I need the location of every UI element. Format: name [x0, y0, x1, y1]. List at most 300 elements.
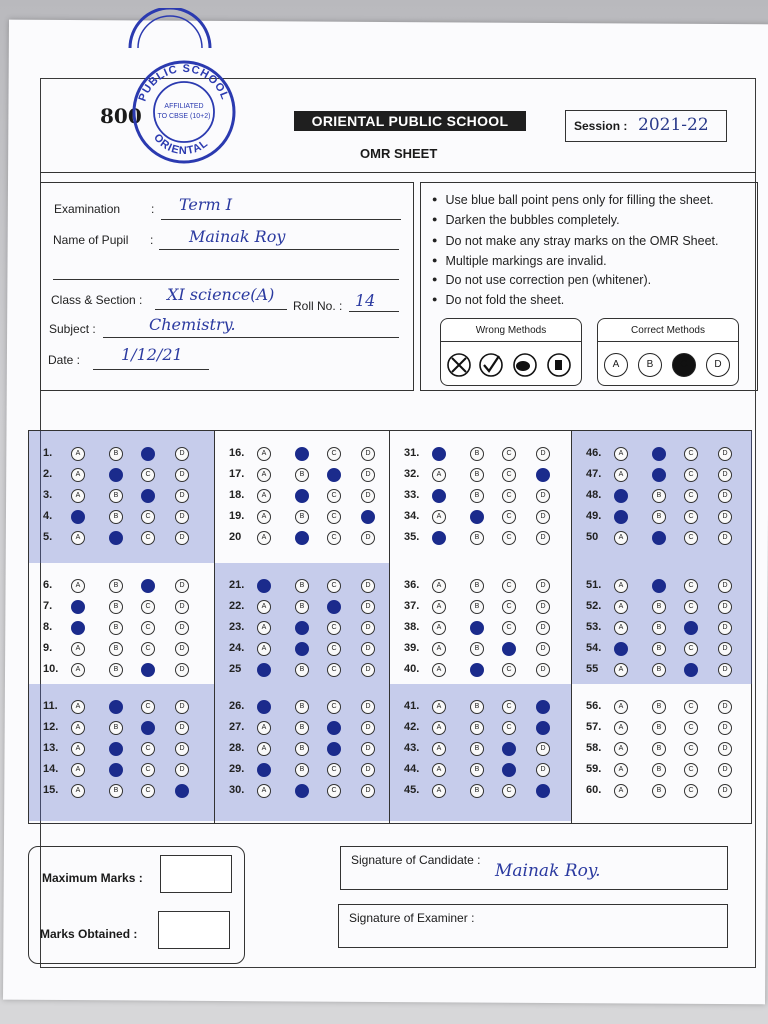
answer-bubble-c[interactable]: C — [684, 763, 698, 777]
pupil-name-label: Name of Pupil — [53, 233, 129, 247]
answer-bubble-c[interactable]: C — [684, 468, 698, 482]
answer-bubble-c[interactable]: C — [502, 600, 516, 614]
answer-bubble-d[interactable]: D — [718, 742, 732, 756]
answer-bubble-d[interactable]: D — [361, 763, 375, 777]
answer-bubble-c[interactable]: C — [327, 663, 341, 677]
answer-bubble-b[interactable]: B — [470, 600, 484, 614]
answer-bubble-b[interactable] — [295, 621, 309, 635]
answer-bubble-c[interactable] — [502, 763, 516, 777]
correct-methods-panel — [597, 318, 739, 386]
question-row — [404, 508, 566, 526]
answer-bubble-d[interactable]: D — [361, 721, 375, 735]
answer-bubble-c[interactable]: C — [327, 784, 341, 798]
question-row — [404, 466, 566, 484]
answer-bubble-a[interactable]: A — [71, 763, 85, 777]
answer-bubble-a[interactable]: A — [71, 531, 85, 545]
answer-bubble-a[interactable]: A — [432, 579, 446, 593]
answer-bubble-c[interactable]: C — [141, 468, 155, 482]
answer-bubble-c[interactable]: C — [502, 700, 516, 714]
answer-bubble-b[interactable]: B — [295, 763, 309, 777]
answer-bubble-b[interactable]: B — [652, 642, 666, 656]
answer-bubble-b[interactable] — [295, 447, 309, 461]
answer-bubble-d[interactable]: D — [718, 784, 732, 798]
answer-bubble-c[interactable]: C — [141, 763, 155, 777]
question-number: 36. — [404, 579, 420, 591]
answer-bubble-c[interactable]: C — [502, 468, 516, 482]
answer-bubble-c[interactable]: C — [684, 721, 698, 735]
question-row — [229, 698, 384, 716]
class-section-value[interactable]: XI science(A) — [167, 285, 275, 304]
question-number: 21. — [229, 579, 245, 591]
answer-bubble-d[interactable]: D — [536, 510, 550, 524]
answer-bubble-a[interactable]: A — [614, 468, 628, 482]
answer-bubble-b[interactable] — [470, 510, 484, 524]
answer-bubble-d[interactable]: D — [536, 621, 550, 635]
answer-bubble-d[interactable]: D — [175, 721, 189, 735]
answer-bubble-a[interactable] — [614, 642, 628, 656]
answer-bubble-b[interactable]: B — [109, 579, 123, 593]
answer-bubble-b[interactable]: B — [109, 489, 123, 503]
answer-bubble-c[interactable] — [327, 600, 341, 614]
answer-bubble-b[interactable]: B — [109, 721, 123, 735]
question-number: 3. — [43, 489, 53, 501]
answer-bubble-c[interactable] — [684, 621, 698, 635]
answer-bubble-c[interactable]: C — [141, 621, 155, 635]
answer-bubble-d[interactable]: D — [536, 742, 550, 756]
answer-bubble-d[interactable]: D — [718, 531, 732, 545]
answer-bubble-b[interactable] — [470, 621, 484, 635]
answer-bubble-d[interactable] — [536, 468, 550, 482]
answer-bubble-b[interactable] — [652, 468, 666, 482]
answer-bubble-a[interactable] — [614, 510, 628, 524]
answer-bubble-d[interactable]: D — [175, 447, 189, 461]
question-row — [586, 577, 746, 595]
answer-bubble-b[interactable]: B — [652, 700, 666, 714]
answer-bubble-a[interactable]: A — [257, 600, 271, 614]
answer-bubble-b[interactable]: B — [295, 700, 309, 714]
answer-bubble-b[interactable]: B — [295, 742, 309, 756]
answer-bubble-a[interactable]: A — [614, 700, 628, 714]
answer-bubble-a[interactable]: A — [71, 721, 85, 735]
answer-bubble-d[interactable]: D — [175, 600, 189, 614]
answer-bubble-c[interactable]: C — [141, 600, 155, 614]
question-row — [229, 761, 384, 779]
answer-bubble-c[interactable] — [141, 579, 155, 593]
answer-bubble-a[interactable]: A — [614, 784, 628, 798]
answer-bubble-d[interactable]: D — [175, 642, 189, 656]
answer-bubble-a[interactable] — [257, 763, 271, 777]
answer-bubble-c[interactable]: C — [327, 579, 341, 593]
answer-bubble-c[interactable]: C — [141, 742, 155, 756]
answer-bubble-c[interactable]: C — [141, 642, 155, 656]
answer-bubble-c[interactable]: C — [327, 447, 341, 461]
maximum-marks-field[interactable] — [160, 855, 232, 893]
answer-bubble-c[interactable]: C — [327, 510, 341, 524]
answer-bubble-d[interactable]: D — [175, 489, 189, 503]
answer-bubble-c[interactable]: C — [502, 510, 516, 524]
answer-bubble-c[interactable]: C — [684, 531, 698, 545]
answer-block — [572, 684, 752, 821]
examination-value[interactable]: Term I — [179, 195, 233, 214]
instruction-item: ● Darken the bubbles completely. — [432, 213, 620, 227]
answer-bubble-c[interactable] — [684, 663, 698, 677]
answer-bubble-b[interactable]: B — [295, 510, 309, 524]
answer-bubble-a[interactable]: A — [614, 447, 628, 461]
answer-bubble-a[interactable]: A — [614, 663, 628, 677]
answer-bubble-b[interactable]: B — [652, 721, 666, 735]
answer-bubble-a[interactable]: A — [71, 468, 85, 482]
answer-bubble-c[interactable]: C — [141, 700, 155, 714]
answer-bubble-b[interactable]: B — [652, 510, 666, 524]
answer-bubble-b[interactable] — [109, 531, 123, 545]
answer-bubble-d[interactable]: D — [536, 600, 550, 614]
answer-bubble-b[interactable]: B — [109, 510, 123, 524]
answer-bubble-d[interactable]: D — [175, 510, 189, 524]
question-number: 20 — [229, 531, 242, 543]
answer-bubble-b[interactable] — [295, 489, 309, 503]
answer-bubble-a[interactable]: A — [257, 784, 271, 798]
answer-column — [389, 431, 572, 823]
answer-bubble-a[interactable]: A — [614, 621, 628, 635]
answer-bubble-c[interactable] — [141, 489, 155, 503]
svg-text:TO CBSE (10+2): TO CBSE (10+2) — [157, 113, 211, 120]
answer-bubble-d[interactable]: D — [718, 763, 732, 777]
answer-bubble-c[interactable]: C — [502, 721, 516, 735]
candidate-signature-value: Mainak Roy. — [495, 861, 601, 881]
answer-bubble-b[interactable]: B — [109, 663, 123, 677]
answer-bubble-a[interactable] — [257, 579, 271, 593]
answer-bubble-d[interactable]: D — [718, 447, 732, 461]
question-row — [43, 661, 208, 679]
answer-bubble-c[interactable] — [141, 663, 155, 677]
answer-bubble-b[interactable]: B — [470, 468, 484, 482]
answer-bubble-d[interactable]: D — [361, 700, 375, 714]
answer-bubble-b[interactable]: B — [470, 700, 484, 714]
answer-bubble-b[interactable] — [652, 447, 666, 461]
answer-bubble-c[interactable]: C — [327, 621, 341, 635]
question-number: 55 — [586, 663, 599, 675]
answer-bubble-a[interactable]: A — [71, 742, 85, 756]
question-row — [229, 640, 384, 658]
answer-bubble-b[interactable]: B — [109, 784, 123, 798]
question-number: 32. — [404, 468, 420, 480]
answer-bubble-c[interactable]: C — [684, 700, 698, 714]
answer-bubble-a[interactable]: A — [71, 663, 85, 677]
question-row — [43, 529, 208, 547]
answer-bubble-c[interactable]: C — [141, 784, 155, 798]
answer-bubble-b[interactable] — [109, 742, 123, 756]
question-number: 1. — [43, 447, 53, 459]
answer-bubble-a[interactable]: A — [614, 721, 628, 735]
question-row — [229, 782, 384, 800]
answer-bubble-a[interactable]: A — [257, 621, 271, 635]
answer-bubble-c[interactable]: C — [327, 700, 341, 714]
answer-bubble-a[interactable]: A — [432, 763, 446, 777]
answer-bubble-d[interactable]: D — [361, 579, 375, 593]
answer-bubble-c[interactable] — [502, 742, 516, 756]
answer-bubble-b[interactable]: B — [470, 763, 484, 777]
candidate-signature-box[interactable] — [340, 846, 728, 890]
answer-bubble-d[interactable]: D — [175, 700, 189, 714]
answer-bubble-c[interactable] — [327, 742, 341, 756]
answer-bubble-c[interactable]: C — [684, 784, 698, 798]
answer-bubble-b[interactable]: B — [652, 489, 666, 503]
instruction-item: ● Use blue ball point pens only for filling the sheet. — [432, 193, 714, 207]
answer-bubble-d[interactable] — [536, 784, 550, 798]
answer-bubble-b[interactable] — [470, 663, 484, 677]
answer-bubble-c[interactable]: C — [502, 784, 516, 798]
answer-bubble-b[interactable] — [109, 700, 123, 714]
answer-bubble-c[interactable]: C — [684, 742, 698, 756]
answer-bubble-d[interactable]: D — [536, 489, 550, 503]
answer-bubble-b[interactable]: B — [470, 489, 484, 503]
roll-number-value[interactable]: 14 — [355, 291, 376, 310]
answer-bubble-a[interactable] — [71, 600, 85, 614]
answer-bubble-c[interactable]: C — [327, 763, 341, 777]
answer-bubble-a[interactable]: A — [257, 642, 271, 656]
answer-bubble-b[interactable]: B — [295, 600, 309, 614]
answer-bubble-c[interactable]: C — [327, 642, 341, 656]
answer-bubble-a[interactable]: A — [432, 700, 446, 714]
answer-bubble-b[interactable] — [295, 784, 309, 798]
answer-bubble-b[interactable]: B — [295, 721, 309, 735]
answer-bubble-d[interactable]: D — [175, 742, 189, 756]
answer-bubble-a[interactable] — [614, 489, 628, 503]
answer-bubble-d[interactable]: D — [536, 763, 550, 777]
answer-bubble-d[interactable]: D — [361, 489, 375, 503]
school-stamp-top — [124, 8, 216, 48]
answer-bubble-d[interactable]: D — [718, 663, 732, 677]
question-row — [43, 782, 208, 800]
answer-bubble-a[interactable]: A — [257, 531, 271, 545]
answer-bubble-d[interactable]: D — [175, 763, 189, 777]
answer-bubble-b[interactable]: B — [295, 468, 309, 482]
answer-bubble-c[interactable]: C — [502, 663, 516, 677]
answer-bubble-b[interactable]: B — [652, 621, 666, 635]
answer-bubble-c[interactable]: C — [502, 531, 516, 545]
question-number: 22. — [229, 600, 245, 612]
answer-bubble-d[interactable] — [361, 510, 375, 524]
sheet-title: OMR SHEET — [360, 146, 438, 161]
answer-bubble-d[interactable]: D — [175, 663, 189, 677]
pupil-name-value[interactable]: Mainak Roy — [189, 227, 286, 246]
answer-bubble-a[interactable] — [432, 489, 446, 503]
answer-bubble-c[interactable] — [502, 642, 516, 656]
answer-bubble-b[interactable]: B — [470, 447, 484, 461]
answer-bubble-b[interactable] — [295, 531, 309, 545]
answer-bubble-b[interactable]: B — [470, 531, 484, 545]
answer-bubble-a[interactable]: A — [71, 700, 85, 714]
student-info-box: Examination : Term I Name of Pupil : Mainak Roy Class & Section : XI science(A) Roll No. : 14 Subject : Chemistry. Date : 1/12/21 — [40, 182, 414, 391]
answer-bubble-a[interactable]: A — [614, 579, 628, 593]
answer-bubble-a[interactable]: A — [432, 642, 446, 656]
question-row — [404, 529, 566, 547]
answer-bubble-d[interactable]: D — [536, 447, 550, 461]
answer-bubble-d[interactable]: D — [361, 642, 375, 656]
answer-bubble-a[interactable]: A — [614, 763, 628, 777]
instruction-item: ● Do not make any stray marks on the OMR Sheet. — [432, 234, 718, 248]
answer-bubble-a[interactable]: A — [71, 579, 85, 593]
answer-bubble-b[interactable]: B — [470, 742, 484, 756]
answer-bubble-c[interactable]: C — [502, 621, 516, 635]
answer-bubble-d[interactable] — [536, 700, 550, 714]
answer-bubble-a[interactable]: A — [432, 742, 446, 756]
answer-bubble-d[interactable]: D — [718, 468, 732, 482]
answer-bubble-a[interactable] — [432, 531, 446, 545]
answer-bubble-c[interactable]: C — [327, 531, 341, 545]
question-row — [586, 529, 746, 547]
answer-bubble-a[interactable]: A — [257, 721, 271, 735]
answer-bubble-a[interactable]: A — [432, 721, 446, 735]
answer-bubble-d[interactable]: D — [536, 663, 550, 677]
answer-bubble-c[interactable]: C — [327, 489, 341, 503]
answer-bubble-b[interactable]: B — [652, 784, 666, 798]
answer-bubble-a[interactable]: A — [432, 663, 446, 677]
answer-bubble-c[interactable]: C — [684, 447, 698, 461]
answer-bubble-b[interactable] — [652, 579, 666, 593]
question-row — [43, 487, 208, 505]
answer-bubble-c[interactable]: C — [141, 531, 155, 545]
answer-bubble-b[interactable]: B — [109, 642, 123, 656]
answer-bubble-c[interactable]: C — [684, 642, 698, 656]
question-number: 45. — [404, 784, 420, 796]
answer-bubble-b[interactable] — [652, 531, 666, 545]
answer-bubble-d[interactable]: D — [361, 531, 375, 545]
answer-bubble-a[interactable]: A — [257, 742, 271, 756]
session-box — [565, 110, 727, 142]
answer-bubble-a[interactable]: A — [71, 784, 85, 798]
answer-bubble-a[interactable]: A — [614, 742, 628, 756]
answer-bubble-a[interactable]: A — [257, 447, 271, 461]
answer-bubble-d[interactable]: D — [175, 468, 189, 482]
answer-bubble-a[interactable]: A — [614, 600, 628, 614]
answer-bubble-d[interactable]: D — [361, 621, 375, 635]
answer-bubble-a[interactable]: A — [432, 468, 446, 482]
answer-bubble-a[interactable] — [432, 447, 446, 461]
answer-bubble-c[interactable]: C — [502, 579, 516, 593]
answer-bubble-d[interactable]: D — [536, 579, 550, 593]
answer-bubble-d[interactable]: D — [361, 784, 375, 798]
answer-bubble-d[interactable]: D — [536, 642, 550, 656]
answer-bubble-c[interactable]: C — [141, 510, 155, 524]
question-row — [229, 740, 384, 758]
answer-bubble-c[interactable]: C — [684, 510, 698, 524]
question-number: 34. — [404, 510, 420, 522]
answer-bubble-d[interactable]: D — [361, 742, 375, 756]
answer-bubble-a[interactable] — [257, 663, 271, 677]
answer-bubble-a[interactable]: A — [432, 600, 446, 614]
answer-bubble-b[interactable]: B — [470, 721, 484, 735]
answer-bubble-d[interactable] — [175, 784, 189, 798]
answer-bubble-b[interactable]: B — [109, 600, 123, 614]
answer-bubble-c[interactable]: C — [684, 600, 698, 614]
answer-bubble-a[interactable]: A — [71, 489, 85, 503]
answer-bubble-d[interactable]: D — [718, 721, 732, 735]
answer-bubble-b[interactable] — [109, 468, 123, 482]
question-number: 49. — [586, 510, 602, 522]
answer-bubble-a[interactable]: A — [257, 489, 271, 503]
method-bubble-c-filled: C — [672, 353, 696, 377]
answer-bubble-a[interactable] — [71, 621, 85, 635]
answer-bubble-d[interactable]: D — [718, 489, 732, 503]
answer-bubble-b[interactable]: B — [652, 663, 666, 677]
question-number: 13. — [43, 742, 59, 754]
answer-bubble-c[interactable] — [327, 468, 341, 482]
answer-bubble-d[interactable]: D — [361, 663, 375, 677]
answer-bubble-c[interactable] — [327, 721, 341, 735]
marks-obtained-field[interactable] — [158, 911, 230, 949]
question-number: 8. — [43, 621, 53, 633]
answer-bubble-b[interactable] — [109, 763, 123, 777]
subject-value[interactable]: Chemistry. — [149, 315, 236, 334]
answer-bubble-c[interactable]: C — [502, 447, 516, 461]
answer-bubble-b[interactable]: B — [470, 642, 484, 656]
date-value[interactable]: 1/12/21 — [121, 345, 183, 364]
question-row — [229, 529, 384, 547]
answer-bubble-b[interactable]: B — [295, 579, 309, 593]
answer-bubble-d[interactable]: D — [718, 700, 732, 714]
question-number: 17. — [229, 468, 245, 480]
answer-bubble-c[interactable] — [141, 447, 155, 461]
question-row — [404, 640, 566, 658]
answer-bubble-d[interactable]: D — [718, 510, 732, 524]
answer-bubble-b[interactable]: B — [109, 621, 123, 635]
answer-bubble-d[interactable]: D — [175, 579, 189, 593]
answer-column — [571, 431, 752, 823]
answer-bubble-d[interactable]: D — [361, 468, 375, 482]
answer-bubble-b[interactable]: B — [652, 600, 666, 614]
answer-bubble-a[interactable]: A — [71, 447, 85, 461]
answer-bubble-d[interactable]: D — [175, 621, 189, 635]
class-section-label: Class & Section : — [51, 293, 143, 307]
answer-bubble-d[interactable]: D — [361, 600, 375, 614]
answer-bubble-d[interactable]: D — [718, 579, 732, 593]
answer-bubble-d[interactable]: D — [361, 447, 375, 461]
answer-bubble-d[interactable]: D — [536, 531, 550, 545]
answer-bubble-b[interactable]: B — [109, 447, 123, 461]
answer-bubble-a[interactable] — [257, 700, 271, 714]
answer-bubble-b[interactable]: B — [652, 763, 666, 777]
answer-bubble-d[interactable]: D — [175, 531, 189, 545]
answer-bubble-a[interactable]: A — [432, 784, 446, 798]
answer-bubble-c[interactable]: C — [502, 489, 516, 503]
answer-bubble-a[interactable]: A — [432, 510, 446, 524]
answer-bubble-c[interactable] — [141, 721, 155, 735]
answer-bubble-c[interactable]: C — [684, 579, 698, 593]
answer-bubble-a[interactable] — [71, 510, 85, 524]
answer-bubble-d[interactable]: D — [718, 600, 732, 614]
answer-bubble-b[interactable]: B — [652, 742, 666, 756]
answer-bubble-b[interactable]: B — [470, 784, 484, 798]
answer-bubble-d[interactable]: D — [718, 621, 732, 635]
answer-bubble-a[interactable]: A — [257, 510, 271, 524]
answer-bubble-b[interactable] — [295, 642, 309, 656]
answer-bubble-c[interactable]: C — [684, 489, 698, 503]
answer-bubble-a[interactable]: A — [614, 531, 628, 545]
question-number: 2. — [43, 468, 53, 480]
answer-bubble-b[interactable]: B — [295, 663, 309, 677]
answer-bubble-a[interactable]: A — [432, 621, 446, 635]
answer-bubble-b[interactable]: B — [470, 579, 484, 593]
answer-bubble-a[interactable]: A — [71, 642, 85, 656]
question-row — [404, 598, 566, 616]
answer-bubble-a[interactable]: A — [257, 468, 271, 482]
answer-column — [214, 431, 390, 823]
examiner-signature-box[interactable] — [338, 904, 728, 948]
answer-bubble-d[interactable] — [536, 721, 550, 735]
question-row — [404, 661, 566, 679]
answer-bubble-d[interactable]: D — [718, 642, 732, 656]
